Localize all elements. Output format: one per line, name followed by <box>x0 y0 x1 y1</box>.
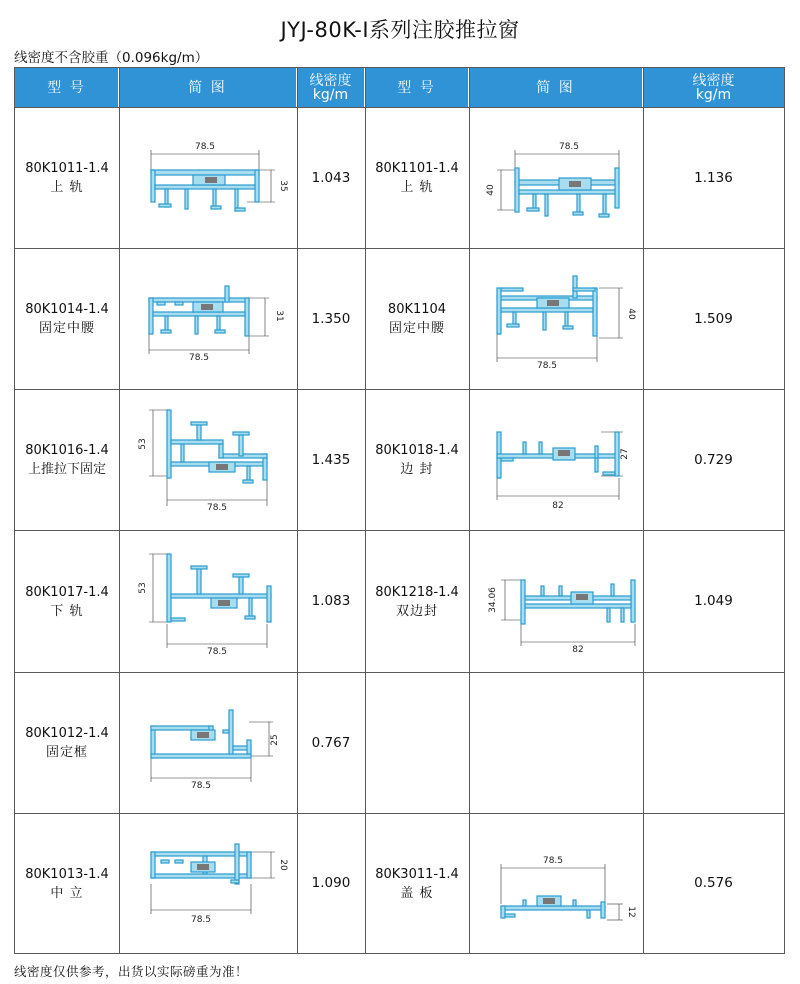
profile-shape <box>151 170 259 211</box>
header-density-left <box>297 68 365 107</box>
density-value: 1.435 <box>311 451 351 468</box>
profile-table <box>14 67 785 954</box>
profile-drawing <box>135 140 288 220</box>
header-density-label: 线密度 <box>692 72 735 89</box>
density-value: 0.767 <box>311 734 351 751</box>
model-code: 80K3011-1.4 <box>375 866 459 882</box>
dimension-label: 82 <box>572 645 584 655</box>
gasket-insert <box>197 864 209 870</box>
dimension-label: 40 <box>486 184 496 196</box>
profile-drawing <box>483 418 633 511</box>
profile-drawing <box>135 280 285 363</box>
model-code: 80K1101-1.4 <box>375 161 459 176</box>
model-code: 80K1016-1.4 <box>25 443 109 458</box>
dimension-label: 20 <box>278 859 288 871</box>
density-note: 线密度不含胶重（0.096kg/m） <box>14 50 209 66</box>
gasket-insert <box>547 300 559 306</box>
profile-shape <box>167 410 267 483</box>
model-name: 上 轨 <box>50 180 84 195</box>
header-density-label: 线密度 <box>309 72 352 89</box>
density-value: 1.136 <box>694 169 733 186</box>
density-value: 1.049 <box>694 593 733 609</box>
model-code: 80K1017-1.4 <box>25 584 109 600</box>
profile-drawing <box>483 274 636 371</box>
model-cell <box>15 673 119 813</box>
profile-drawing <box>135 702 285 792</box>
dimension-label: 31 <box>274 310 284 322</box>
gasket-insert <box>218 600 230 606</box>
dimension-label: 53 <box>138 582 148 594</box>
model-name: 中 立 <box>50 885 84 901</box>
model-name: 上推拉下固定 <box>27 462 106 477</box>
model-cell <box>15 108 119 248</box>
model-cell <box>15 390 119 530</box>
profile-drawing <box>483 562 643 655</box>
dimension-label: 78.5 <box>194 142 216 152</box>
dimension-label: 40 <box>626 308 636 320</box>
model-code: 80K1013-1.4 <box>25 866 109 882</box>
dimension-label: 34.06 <box>488 587 498 613</box>
dimension-label: 53 <box>138 438 148 450</box>
density-value: 1.083 <box>311 593 351 609</box>
gasket-insert <box>543 898 555 904</box>
dimension-lines <box>497 432 623 500</box>
dimension-lines <box>151 852 275 914</box>
profile-drawing <box>135 554 285 657</box>
model-cell <box>365 814 469 953</box>
dimension-label: 78.5 <box>536 361 558 371</box>
profile-shape <box>521 580 635 624</box>
model-cell <box>365 390 469 530</box>
model-name: 盖 板 <box>400 885 434 901</box>
model-name: 下 轨 <box>50 603 84 619</box>
model-name: 双边封 <box>395 603 438 619</box>
model-name: 固定中腰 <box>388 321 445 336</box>
footnote: 线密度仅供参考，出货以实际磅重为准！ <box>14 964 249 979</box>
gasket-insert <box>197 732 209 738</box>
dimension-label: 78.5 <box>188 353 210 363</box>
header-model-right: 型 号 <box>365 68 469 107</box>
dimension-label: 78.5 <box>190 781 212 791</box>
density-value: 1.350 <box>311 310 351 327</box>
dimension-label: 78.5 <box>206 647 228 657</box>
model-cell <box>365 249 469 389</box>
profile-drawing <box>135 402 285 512</box>
profile-shape <box>149 286 249 336</box>
profile-drawing <box>483 140 633 220</box>
model-name: 上 轨 <box>400 180 434 195</box>
dimension-label: 25 <box>270 734 280 746</box>
dimension-label: 78.5 <box>558 142 580 152</box>
profile-drawing <box>483 854 636 934</box>
dimension-label: 82 <box>552 501 564 511</box>
model-cell <box>15 531 119 672</box>
dimension-label: 27 <box>620 448 630 460</box>
model-name: 边 封 <box>400 462 434 477</box>
gasket-insert <box>569 181 581 187</box>
model-cell <box>365 108 469 248</box>
density-value: 1.090 <box>311 875 351 891</box>
model-code: 80K1011-1.4 <box>25 161 109 176</box>
model-code: 80K1014-1.4 <box>25 302 109 317</box>
dimension-label: 78.5 <box>190 915 212 925</box>
profile-shape <box>167 554 271 622</box>
model-cell <box>365 531 469 672</box>
model-name: 固定框 <box>45 745 88 760</box>
grid-line <box>469 68 470 953</box>
dimension-label: 78.5 <box>542 856 564 866</box>
density-value: 0.576 <box>694 875 733 891</box>
dimension-label: 78.5 <box>206 503 228 513</box>
model-code: 80K1012-1.4 <box>25 726 109 741</box>
model-name: 固定中腰 <box>38 321 95 336</box>
dimension-label: 35 <box>278 180 288 192</box>
gasket-insert <box>205 177 217 183</box>
density-value: 1.043 <box>311 169 351 186</box>
dimension-label: 12 <box>626 906 636 918</box>
model-code: 80K1104 <box>387 302 447 317</box>
gasket-insert <box>216 464 228 470</box>
density-value: 1.509 <box>694 310 733 327</box>
density-value: 0.729 <box>694 451 733 468</box>
header-drawing-right: 简 图 <box>469 68 643 107</box>
header-drawing-left: 简 图 <box>119 68 297 107</box>
gasket-insert <box>558 450 570 456</box>
gasket-insert <box>576 594 588 600</box>
header-model-left: 型 号 <box>15 68 119 107</box>
header-density-unit: kg/m <box>695 86 732 103</box>
grid-line <box>119 68 120 953</box>
header-density-right <box>643 68 784 107</box>
model-code: 80K1018-1.4 <box>375 443 459 458</box>
profile-drawing <box>135 844 288 930</box>
grid-line <box>15 672 784 673</box>
model-code: 80K1218-1.4 <box>375 584 459 600</box>
model-cell <box>15 249 119 389</box>
page-title: JYJ-80K-Ⅰ系列注胶推拉窗 <box>280 18 520 42</box>
header-density-unit: kg/m <box>312 86 349 103</box>
gasket-insert <box>201 304 213 310</box>
profile-shape <box>515 168 619 217</box>
model-cell <box>15 814 119 953</box>
